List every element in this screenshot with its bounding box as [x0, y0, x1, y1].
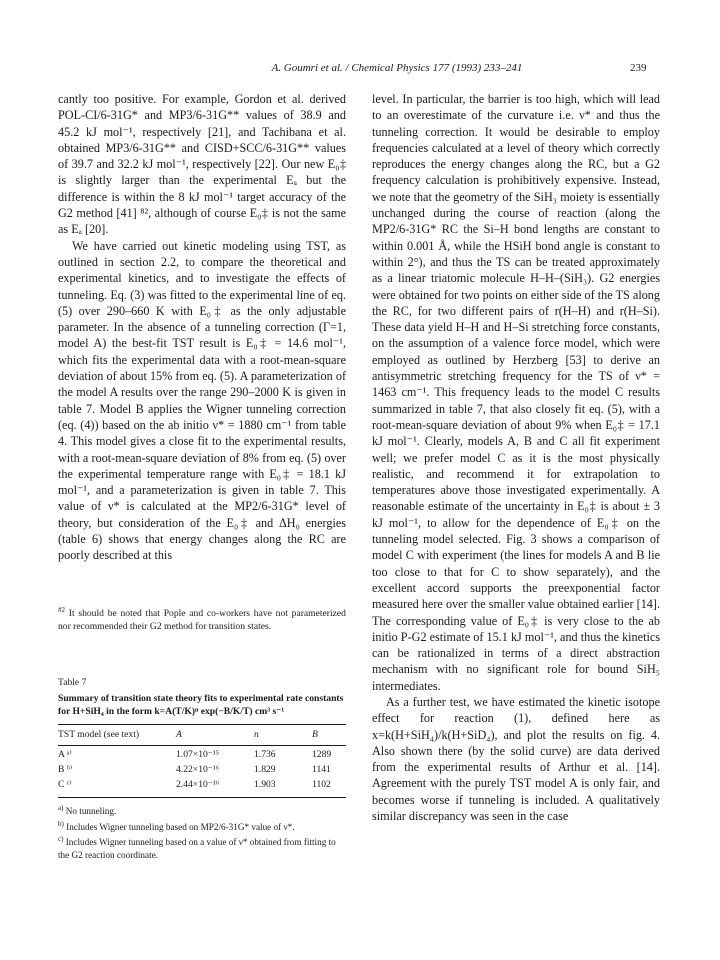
table-row [58, 764, 346, 779]
table-note-text: Includes Wigner tunneling based on a value of ν* obtained from fitting to the G2 reaction coordinate. [58, 837, 336, 860]
row-model: C ᶜ⁾ [58, 779, 72, 790]
table-title: Table 7 [58, 677, 87, 688]
table-note-mark: c) [58, 835, 64, 844]
right-paragraph-1: level. In particular, the barrier is too high, which will lead to an overestimate of the curvature i.e. ν* and thus the tunneling correction. It would be desirable to employ frequencies calculated at a level of theory which correctly reproduces the energy changes along the RC, but a G2 frequency calculation is prohibitively expensive. Instead, we note that the geometry of the SiH₃ moiety is essentially unchanged during the course of reaction (along the MP2/6-31G* RC the Si–H bond lengths are constant to within 0.001 Å, while the HSiH bond angle is constant to within 2°), and thus the TS can be treated approximately as a linear triatomic molecule H–H–(SiH₃). G2 energies were obtained for two points on either side of the TS along the RC, for two different pairs of r(H–H) and r(H–Si). These data yield H–H and H–Si stretching force constants, on the assumption of a valence force model, which were employed as outlined by Herzberg [53] to derive an antisymmetric stretching frequency for the TS of ν* = 1463 cm⁻¹. This frequency leads to the model C results summarized in table 7, that also closely fit eq. (5), with a root-mean-square deviation of about 9% when E₀‡ = 17.1 kJ mol⁻¹. Clearly, models A, B and C all fit experiment well; we prefer model C as it is the most physically realistic, and recommend it for extrapolation to temperatures above those investigated experimentally. A reasonable estimate of the uncertainty in E₀‡ is about ± 3 kJ mol⁻¹, to allow for the dependence of E₀‡ on the tunneling model selected. Fig. 3 shows a comparison of model C with experiment (the lines for models A and B lie too close to that for C to show separately), and the excellent accord supports the preexponential factor measured here over the smaller value obtained earlier [14]. The corresponding value of E₀‡ is very close to the ab initio P-G2 estimate of 15.1 kJ mol⁻¹, and thus the kinetics can be rationalized in terms of a direct abstraction mechanism with no significant role for bound SiH₅ intermediates. [372, 92, 660, 693]
table-row [58, 779, 346, 794]
footnote-mark: #2 [58, 606, 65, 614]
row-n: 1.829 [254, 764, 276, 775]
table-note-text: Includes Wigner tunneling based on MP2/6-31G* value of ν*. [66, 821, 295, 832]
header-a: A [176, 729, 182, 740]
row-a: 4.22×10⁻¹⁶ [176, 764, 220, 775]
row-model: A ᵃ⁾ [58, 749, 72, 760]
footnote [58, 604, 346, 633]
left-paragraph-2: We have carried out kinetic modeling using TST, as outlined in section 2.2, to compare the theoretical and experimental kinetics, and to investigate the effects of tunneling. Eq. (3) was fitted to the experimental line of eq. (5) over 290–660 K with E₀‡ as the only adjustable parameter. In the absence of a tunneling correction (Γ=1, model A) the best-fit TST result is E₀‡ = 14.6 mol⁻¹, which fits the experimental data with a root-mean-square deviation of about 15% from eq. (5). A parameterization of the model A results over the range 290–2000 K is given in table 7. Model B applies the Wigner tunneling correction (eq. (4)) based on the ab initio ν* = 1880 cm⁻¹ from table 4. This model gives a close fit to the experimental results, with a root-mean-square deviation of 8% from eq. (5) over the experimental temperature range with E₀‡ = 18.1 kJ mol⁻¹, and a parameterization is given in table 7. This value of ν* is calculated at the MP2/6-31G* level of theory, but consideration of the E₀‡ and ΔH₀ energies (table 6) shows that energy changes along the RC are poorly described at this [58, 238, 346, 563]
running-head: A. Goumri et al. / Chemical Physics 177 (1993) 233–241 [271, 62, 523, 74]
right-paragraph-2: As a further test, we have estimated the kinetic isotope effect for reaction (1), defined here as x=k(H+SiH₄)/k(H+SiD₄), and plot the results on fig. 4. Also shown there (by the solid curve) are data derived from the experimental results of Arthur et al. [14]. Agreement with the purely TST model A is only fair, and becomes worse if tunneling is included. A qualitatively similar discrepancy was seen in the case [372, 694, 660, 824]
table-note [58, 802, 346, 818]
row-a: 1.07×10⁻¹⁵ [176, 749, 220, 760]
left-column [58, 91, 346, 564]
table-caption: Summary of transition state theory fits to experimental rate constants for H+SiH₄ in the form k=A(T/K)ⁿ exp(−B/K/T) cm³ s⁻¹ [58, 693, 344, 717]
header-model: TST model (see text) [58, 729, 140, 740]
header-b: B [312, 729, 318, 740]
table-notes [58, 802, 346, 861]
table-header-row [58, 725, 346, 745]
row-b: 1289 [312, 749, 332, 760]
table-7 [58, 676, 346, 861]
table-note-mark: a) [58, 804, 64, 812]
row-n: 1.736 [254, 749, 276, 760]
page-number: 239 [630, 62, 647, 74]
table-body [58, 746, 346, 797]
table-note-text: No tunneling. [65, 806, 117, 817]
left-paragraph-1: cantly too positive. For example, Gordon et al. derived POL-CI/6-31G* and MP3/6-31G** values of 38.9 and 45.2 kJ mol⁻¹, respectively [21], and Tachibana et al. obtained MP3/6-31G** and CISD+SCC/6-31G** values of 39.7 and 32.2 kJ mol⁻¹, respectively [22]. Our new E₀‡ is slightly larger than the experimental Eₐ but the difference is within the 8 kJ mol⁻¹ target accuracy of the G2 method [41] ⁸², although of course E₀‡ is not the same as Eₐ [20]. [58, 92, 346, 237]
right-column [372, 91, 660, 824]
row-b: 1102 [312, 779, 331, 790]
row-a: 2.44×10⁻¹⁶ [176, 779, 220, 790]
row-n: 1.903 [254, 779, 276, 790]
header-n: n [254, 729, 259, 740]
table-row [58, 749, 346, 764]
table-note [58, 833, 346, 861]
table-note [58, 818, 346, 834]
table-note-mark: b) [58, 819, 64, 828]
table-bottom-rule [58, 797, 346, 798]
footnote-text: It should be noted that Pople and co-workers have not parameterized nor recommended their G2 method for transition states. [58, 608, 346, 633]
row-b: 1141 [312, 764, 331, 775]
row-model: B ᵇ⁾ [58, 764, 73, 775]
